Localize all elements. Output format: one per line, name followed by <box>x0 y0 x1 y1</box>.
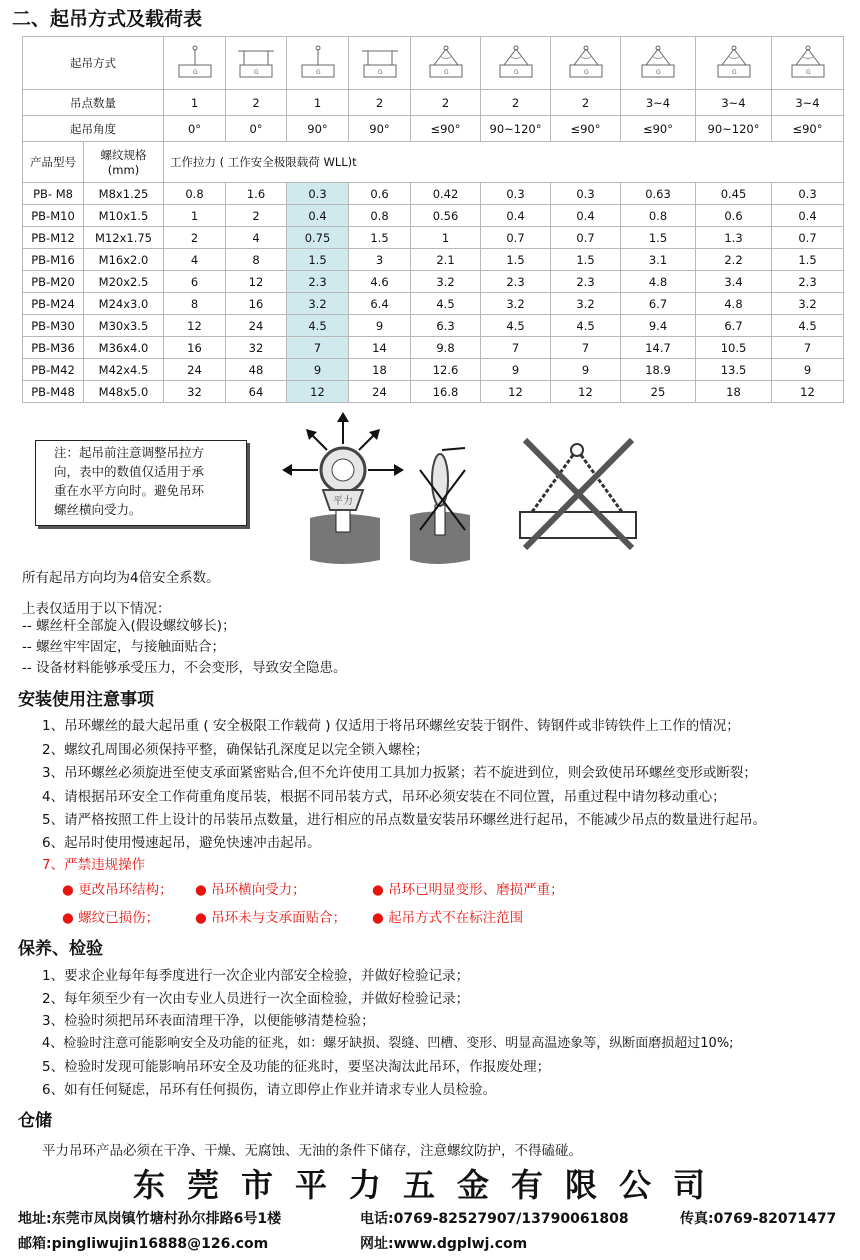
method-cell <box>696 37 772 90</box>
storage-text: 平力吊环产品必须在干净、干燥、无腐蚀、无油的条件下储存，注意螺纹防护，不得磕碰。 <box>42 1143 582 1159</box>
load-cell: 3.2 <box>411 271 481 293</box>
load-cell: 2.2 <box>696 249 772 271</box>
load-cell: 12 <box>287 381 349 403</box>
method-cell <box>226 37 287 90</box>
load-cell: 6.4 <box>349 293 411 315</box>
load-cell: 1.5 <box>621 227 696 249</box>
load-cell: 0.63 <box>621 183 696 205</box>
footer-fax: 传真:0769-82071477 <box>680 1211 837 1227</box>
count-cell: 1 <box>287 90 349 116</box>
svg-text:G: G <box>443 69 449 76</box>
chain-sling-forbidden-figure <box>520 440 636 548</box>
load-cell: 3.2 <box>481 293 551 315</box>
load-cell: 2 <box>226 205 287 227</box>
load-cell: 9 <box>551 359 621 381</box>
load-cell: 24 <box>349 381 411 403</box>
row-label: 起吊方式 <box>23 37 164 90</box>
load-cell: 0.3 <box>551 183 621 205</box>
four-leg-90-120-icon <box>706 43 762 83</box>
conditions-intro: 上表仅适用于以下情况： <box>22 601 171 617</box>
svg-text:G: G <box>583 69 589 76</box>
angle-cell: 0° <box>164 116 226 142</box>
load-cell: 0.8 <box>621 205 696 227</box>
load-cell: 0.56 <box>411 205 481 227</box>
load-cell: 24 <box>226 315 287 337</box>
note-line: 注：起吊前注意调整吊拉方 <box>54 445 205 460</box>
load-cell: 0.3 <box>772 183 844 205</box>
maintenance-title: 保养、检验 <box>18 939 103 959</box>
thread-cell: M16x2.0 <box>84 249 164 271</box>
table-row <box>23 337 844 359</box>
table-row <box>23 227 844 249</box>
angle-cell: ≤90° <box>621 116 696 142</box>
count-cell: 3~4 <box>621 90 696 116</box>
count-row <box>23 90 844 116</box>
load-cell: 4.5 <box>287 315 349 337</box>
load-cell: 14 <box>349 337 411 359</box>
forbidden-item: ● 吊环未与支承面贴合； <box>195 910 347 926</box>
side-load-forbidden-figure <box>410 448 470 564</box>
forbidden-item: ● 螺纹已损伤； <box>62 910 160 926</box>
load-cell: 0.4 <box>772 205 844 227</box>
thread-cell: M8x1.25 <box>84 183 164 205</box>
load-cell: 7 <box>481 337 551 359</box>
header-wll: 工作拉力 ( 工作安全极限载荷 WLL)t <box>164 142 844 183</box>
angle-cell: ≤90° <box>772 116 844 142</box>
angle-row <box>23 116 844 142</box>
load-cell: 12 <box>226 271 287 293</box>
storage-title: 仓储 <box>18 1111 52 1131</box>
load-cell: 9 <box>481 359 551 381</box>
load-cell: 12 <box>772 381 844 403</box>
maintenance-item: 1、要求企业每年每季度进行一次企业内部安全检验，并做好检验记录； <box>42 968 470 984</box>
safety-factor-text: 所有起吊方向均为4倍安全系数。 <box>22 570 220 586</box>
angle-cell: 90° <box>349 116 411 142</box>
load-cell: 2 <box>164 227 226 249</box>
load-cell: 2.1 <box>411 249 481 271</box>
load-cell: 14.7 <box>621 337 696 359</box>
load-cell: 0.8 <box>164 183 226 205</box>
load-cell: 32 <box>164 381 226 403</box>
load-cell: 9.4 <box>621 315 696 337</box>
four-leg-90-narrow-icon <box>780 43 836 83</box>
row-label: 起吊角度 <box>23 116 164 142</box>
eyebolt-diagrams <box>270 410 650 565</box>
load-cell: 8 <box>164 293 226 315</box>
footer-phone: 电话:0769-82527907/13790061808 <box>360 1211 629 1227</box>
forbidden-item: ● 吊环已明显变形、磨损严重； <box>372 882 564 898</box>
load-cell: 25 <box>621 381 696 403</box>
load-cell: 32 <box>226 337 287 359</box>
table-row <box>23 249 844 271</box>
load-cell: 0.6 <box>349 183 411 205</box>
count-cell: 2 <box>481 90 551 116</box>
load-cell: 2.3 <box>481 271 551 293</box>
thread-cell: M48x5.0 <box>84 381 164 403</box>
maintenance-item: 3、检验时须把吊环表面清理干净，以便能够清楚检验； <box>42 1013 375 1029</box>
load-cell: 9.8 <box>411 337 481 359</box>
maintenance-item: 5、检验时发现可能影响吊环安全及功能的征兆时，要坚决淘汰此吊环，作报废处理； <box>42 1059 551 1075</box>
method-cell <box>621 37 696 90</box>
load-cell: 4.6 <box>349 271 411 293</box>
load-cell: 16.8 <box>411 381 481 403</box>
load-cell: 13.5 <box>696 359 772 381</box>
load-cell: 0.75 <box>287 227 349 249</box>
table-row <box>23 205 844 227</box>
load-cell: 10.5 <box>696 337 772 359</box>
load-cell: 6.7 <box>696 315 772 337</box>
load-cell: 0.3 <box>287 183 349 205</box>
svg-text:G: G <box>656 69 661 76</box>
svg-text:G: G <box>731 69 737 76</box>
load-cell: 6.3 <box>411 315 481 337</box>
svg-text:G: G <box>254 69 259 76</box>
load-cell: 4.8 <box>621 271 696 293</box>
load-cell: 1.5 <box>481 249 551 271</box>
thread-cell: M20x2.5 <box>84 271 164 293</box>
load-cell: 2.3 <box>551 271 621 293</box>
thread-cell: M24x3.0 <box>84 293 164 315</box>
maintenance-item: 6、如有任何疑虑，吊环有任何损伤，请立即停止作业并请求专业人员检验。 <box>42 1082 497 1098</box>
load-cell: 18.9 <box>621 359 696 381</box>
load-cell: 9 <box>287 359 349 381</box>
load-cell: 18 <box>696 381 772 403</box>
table-row <box>23 359 844 381</box>
company-name: 东莞市平力五金有限公司 <box>132 1166 727 1204</box>
condition-item: -- 螺丝杆全部旋入(假设螺纹够长)； <box>22 618 236 634</box>
method-cell <box>481 37 551 90</box>
load-cell: 1.6 <box>226 183 287 205</box>
install-item: 2、螺纹孔周围必须保持平整，确保钻孔深度足以完全锁入螺栓； <box>42 742 429 758</box>
model-cell: PB-M42 <box>23 359 84 381</box>
count-cell: 2 <box>226 90 287 116</box>
install-item: 3、吊环螺丝必须旋进至使支承面紧密贴合,但不允许使用工具加力扳紧；若不旋进到位，则会致使吊环螺丝变形或断裂； <box>42 765 757 781</box>
load-cell: 1.3 <box>696 227 772 249</box>
footer-website[interactable]: 网址:www.dgplwj.com <box>360 1236 528 1252</box>
load-cell: 4.5 <box>481 315 551 337</box>
load-cell: 0.4 <box>481 205 551 227</box>
angle-cell: ≤90° <box>551 116 621 142</box>
load-cell: 8 <box>226 249 287 271</box>
load-cell: 1.5 <box>551 249 621 271</box>
model-cell: PB- M8 <box>23 183 84 205</box>
count-cell: 2 <box>349 90 411 116</box>
table-row <box>23 271 844 293</box>
method-cell <box>164 37 226 90</box>
four-leg-90-icon <box>630 43 686 83</box>
count-cell: 2 <box>411 90 481 116</box>
load-cell: 6 <box>164 271 226 293</box>
load-cell: 0.6 <box>696 205 772 227</box>
load-cell: 4.5 <box>411 293 481 315</box>
load-cell: 12 <box>481 381 551 403</box>
model-cell: PB-M24 <box>23 293 84 315</box>
load-table <box>22 36 844 403</box>
load-cell: 1 <box>164 205 226 227</box>
load-cell: 0.7 <box>481 227 551 249</box>
section-title: 二、起吊方式及载荷表 <box>12 8 203 30</box>
forbidden-item: ● 起吊方式不在标注范围 <box>372 910 524 926</box>
model-cell: PB-M10 <box>23 205 84 227</box>
load-cell: 18 <box>349 359 411 381</box>
load-cell: 1.5 <box>287 249 349 271</box>
two-point-vertical-icon <box>228 43 284 83</box>
load-cell: 12 <box>164 315 226 337</box>
condition-item: -- 螺丝牢牢固定，与接触面贴合； <box>22 639 226 655</box>
thread-cell: M36x4.0 <box>84 337 164 359</box>
load-cell: 9 <box>349 315 411 337</box>
lifting-note <box>35 440 247 526</box>
model-cell: PB-M36 <box>23 337 84 359</box>
forbidden-title: 7、严禁违规操作 <box>42 857 146 873</box>
svg-text:G: G <box>315 69 321 76</box>
table-row <box>23 293 844 315</box>
load-cell: 1.5 <box>349 227 411 249</box>
condition-item: -- 设备材料能够承受压力，不会变形，导致安全隐患。 <box>22 660 347 676</box>
angle-cell: 90° <box>287 116 349 142</box>
load-cell: 24 <box>164 359 226 381</box>
install-title: 安装使用注意事项 <box>18 690 154 710</box>
single-point-vertical-icon <box>167 43 223 83</box>
thread-cell: M10x1.5 <box>84 205 164 227</box>
model-cell: PB-M20 <box>23 271 84 293</box>
method-row <box>23 37 844 90</box>
load-cell: 1 <box>411 227 481 249</box>
load-cell: 4 <box>226 227 287 249</box>
two-leg-90-narrow-icon <box>558 43 614 83</box>
load-cell: 0.4 <box>551 205 621 227</box>
load-cell: 3.2 <box>287 293 349 315</box>
note-line: 螺丝横向受力。 <box>54 502 142 517</box>
load-cell: 0.7 <box>772 227 844 249</box>
angle-cell: 90~120° <box>696 116 772 142</box>
header-row <box>23 142 844 183</box>
angle-cell: 90~120° <box>481 116 551 142</box>
load-cell: 4 <box>164 249 226 271</box>
svg-text:G: G <box>805 69 811 76</box>
eyebolt-direction-figure <box>282 412 404 564</box>
ring-label: 平力 <box>333 496 353 507</box>
load-cell: 0.7 <box>551 227 621 249</box>
single-point-horizontal-icon <box>290 43 346 83</box>
load-cell: 6.7 <box>621 293 696 315</box>
model-cell: PB-M48 <box>23 381 84 403</box>
note-line: 向，表中的数值仅适用于承 <box>54 464 205 479</box>
table-row <box>23 183 844 205</box>
load-cell: 64 <box>226 381 287 403</box>
two-leg-90-icon <box>418 43 474 83</box>
footer-email: 邮箱:pingliwujin16888@126.com <box>18 1236 269 1252</box>
model-cell: PB-M16 <box>23 249 84 271</box>
load-cell: 4.5 <box>551 315 621 337</box>
install-item: 6、起吊时使用慢速起吊，避免快速冲击起吊。 <box>42 835 321 851</box>
load-cell: 12 <box>551 381 621 403</box>
load-cell: 9 <box>772 359 844 381</box>
method-cell <box>551 37 621 90</box>
load-cell: 3.4 <box>696 271 772 293</box>
load-cell: 1.5 <box>772 249 844 271</box>
load-cell: 0.42 <box>411 183 481 205</box>
note-line: 重在水平方向时。避免吊环 <box>54 483 205 498</box>
thread-cell: M30x3.5 <box>84 315 164 337</box>
angle-cell: ≤90° <box>411 116 481 142</box>
model-cell: PB-M30 <box>23 315 84 337</box>
table-row <box>23 381 844 403</box>
load-cell: 0.45 <box>696 183 772 205</box>
svg-text:G: G <box>192 69 198 76</box>
model-cell: PB-M12 <box>23 227 84 249</box>
two-point-horizontal-icon <box>352 43 408 83</box>
method-cell <box>349 37 411 90</box>
method-cell <box>287 37 349 90</box>
svg-text:G: G <box>377 69 383 76</box>
load-cell: 4.5 <box>772 315 844 337</box>
table-row <box>23 315 844 337</box>
load-cell: 3.2 <box>772 293 844 315</box>
load-cell: 3.1 <box>621 249 696 271</box>
thread-cell: M12x1.75 <box>84 227 164 249</box>
install-item: 4、请根据吊环安全工作荷重角度吊装，根据不同吊装方式，吊环必须安装在不同位置，吊重过程中请勿移动重心； <box>42 789 726 805</box>
load-cell: 7 <box>287 337 349 359</box>
angle-cell: 0° <box>226 116 287 142</box>
load-cell: 7 <box>772 337 844 359</box>
load-cell: 4.8 <box>696 293 772 315</box>
header-thread: 螺纹规格 (mm) <box>84 142 164 183</box>
load-cell: 16 <box>164 337 226 359</box>
row-label: 吊点数量 <box>23 90 164 116</box>
count-cell: 2 <box>551 90 621 116</box>
install-item: 1、吊环螺丝的最大起吊重 ( 安全极限工作载荷 ) 仅适用于将吊环螺丝安装于钢件、铸钢件或非铸铁件上工作的情况； <box>42 718 740 734</box>
load-cell: 2.3 <box>772 271 844 293</box>
load-cell: 48 <box>226 359 287 381</box>
method-cell <box>411 37 481 90</box>
method-cell <box>772 37 844 90</box>
load-cell: 0.3 <box>481 183 551 205</box>
maintenance-item: 2、每年须至少有一次由专业人员进行一次全面检验，并做好检验记录； <box>42 991 470 1007</box>
count-cell: 1 <box>164 90 226 116</box>
load-cell: 3 <box>349 249 411 271</box>
load-cell: 7 <box>551 337 621 359</box>
load-cell: 3.2 <box>551 293 621 315</box>
load-cell: 16 <box>226 293 287 315</box>
forbidden-item: ● 更改吊环结构； <box>62 882 173 898</box>
load-cell: 0.4 <box>287 205 349 227</box>
forbidden-item: ● 吊环横向受力； <box>195 882 306 898</box>
load-cell: 12.6 <box>411 359 481 381</box>
header-model: 产品型号 <box>23 142 84 183</box>
count-cell: 3~4 <box>696 90 772 116</box>
maintenance-item: 4、检验时注意可能影响安全及功能的征兆，如：螺牙缺损、裂缝、凹槽、变形、明显高温迹象等，纵断面磨损超过10%; <box>42 1036 734 1051</box>
svg-text:G: G <box>513 69 519 76</box>
count-cell: 3~4 <box>772 90 844 116</box>
install-item: 5、请严格按照工件上设计的吊装吊点数量，进行相应的吊点数量安装吊环螺丝进行起吊，不能减少吊点的数量进行起吊。 <box>42 812 767 828</box>
load-cell: 2.3 <box>287 271 349 293</box>
two-leg-90-120-icon <box>488 43 544 83</box>
footer-address: 地址:东莞市凤岗镇竹塘村孙尔排路6号1楼 <box>18 1211 282 1227</box>
thread-cell: M42x4.5 <box>84 359 164 381</box>
load-cell: 0.8 <box>349 205 411 227</box>
